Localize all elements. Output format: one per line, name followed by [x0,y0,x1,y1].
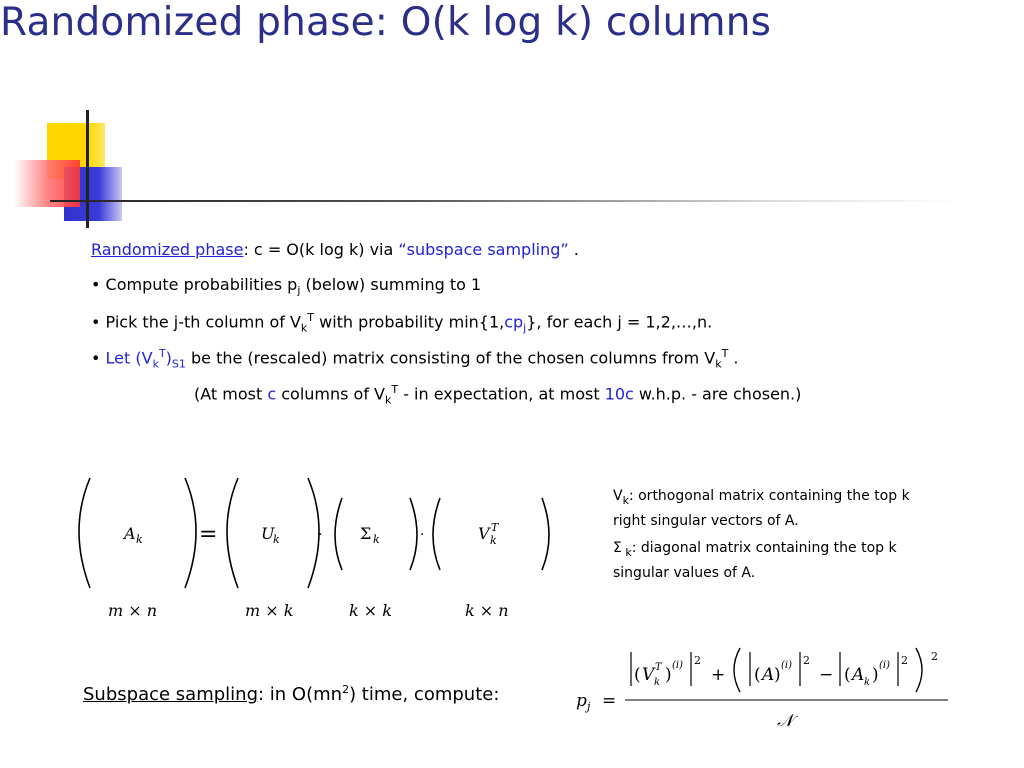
big-paren-left [734,648,740,692]
bullet3-cp: cp [504,312,524,332]
note-text-d: - in expectation, at most [398,384,605,404]
num-i-3: (i) [879,660,891,671]
bullet-pick-column [91,311,712,335]
intro-text: : c = O(k log k) via [243,240,399,259]
bullet3-sub: k [300,321,308,335]
formula-p: p [576,691,587,711]
bullet4-sup: T [158,347,166,360]
dim-sigma: k × k [349,601,392,620]
num-sq-3: 2 [901,654,908,667]
note-sub: k [385,393,392,407]
bullet-compute-probabilities [91,275,481,297]
svd-equation [60,470,570,630]
matrix-v-sub: k [490,534,497,547]
a-paren-open: ( [754,665,761,685]
deco-vertical-line [86,110,89,228]
matrix-v: V [478,524,490,543]
num-i-1: (i) [672,660,684,671]
dot-2: · [420,527,425,543]
bullet4-sub2: k [715,357,722,371]
expectation-note [194,383,801,407]
num-plus: + [711,665,726,685]
big-paren-right [916,648,922,692]
legend-v-symbol: V [613,488,623,504]
bullet4-close: ) [165,348,172,368]
a-paren-close: ) [774,665,781,685]
legend-sigma-text: : diagonal matrix containing the top k singular values of A. [613,540,897,581]
bullet-let-matrix [91,347,738,371]
ak-paren-close: ) [872,665,879,685]
paren-a-left [79,478,90,588]
subspace-sampling-line [83,683,499,705]
num-paren-open: ( [634,665,641,685]
bullet4-let: Let (V [105,348,153,368]
num-a: A [762,665,775,685]
num-v-sup: T [655,662,662,673]
num-ak-sub: k [864,677,871,688]
bullet4-text-b: be the (rescaled) matrix consisting of the chosen columns from V [185,348,716,368]
slide-title: Randomized phase: O(k log k) columns [0,0,772,45]
num-i-2: (i) [781,660,793,671]
num-sq-4: 2 [931,650,938,663]
note-text-e: w.h.p. - are chosen.) [633,384,802,404]
legend-v [613,486,943,531]
matrix-a-sub: k [136,533,143,546]
paren-a-right [185,478,196,588]
note-c: c [267,384,277,404]
num-paren-close: ) [665,665,672,685]
subspace-sampling-quote: “subspace sampling” [398,240,569,259]
formula-equals: = [602,691,617,711]
intro-line [91,240,579,259]
ak-paren-open: ( [844,665,851,685]
bullet3-text-a: • Pick the j-th column of V [91,312,301,332]
subspace-sup: 2 [342,683,350,696]
bullet2-sub: j [297,284,301,298]
legend-v-text: : orthogonal matrix containing the top k right singular vectors of A. [613,488,910,529]
subspace-sampling-link[interactable]: Subspace sampling [83,684,258,705]
dim-a: m × n [108,601,158,620]
note-text-a: (At most [194,384,268,404]
dim-u: m × k [245,601,294,620]
num-minus: − [819,665,834,685]
dot-1: · [318,527,323,543]
num-ak: A [852,665,865,685]
bullet4-s1: S1 [171,357,186,371]
bullet4-bullet: • [91,348,106,368]
bullet4-end: . [728,348,739,368]
bullet4-sub: k [152,357,159,371]
randomized-phase-link[interactable]: Randomized phase [91,240,244,259]
matrix-a: A [124,524,136,543]
note-10c: 10c [604,384,634,404]
legend-sigma-symbol: Σ [613,540,622,556]
legend-sigma-sub: k [621,545,632,559]
equals-sign: = [199,522,218,547]
bullet3-text-c: }, for each j = 1,2,…,n. [526,312,713,332]
bullet3-sup: T [307,311,315,324]
paren-s-right [410,498,417,570]
num-sq-1: 2 [694,654,701,667]
note-text-b: columns of V [276,384,385,404]
matrix-u: U [261,524,275,543]
bullet2-text-a: • Compute probabilities p [91,275,298,294]
matrix-sigma-sub: k [373,533,380,546]
probability-formula [570,640,955,740]
num-v: V [642,665,655,685]
matrix-u-sub: k [273,533,280,546]
deco-horizontal-line [50,200,960,202]
matrix-sigma: Σ [360,524,372,543]
bullet3-cp-sub: j [523,321,527,335]
bullet4-sup2: T [721,347,729,360]
paren-u-left [227,478,238,588]
paren-s-left [335,498,342,570]
note-sup: T [391,383,399,396]
dim-v: k × n [465,601,509,620]
legend-v-sub: k [622,493,629,507]
formula-p-sub: j [587,700,591,713]
bullet2-text-b: (below) summing to 1 [300,275,482,294]
intro-end: . [568,240,579,259]
bullet3-text-b: with probability min{1, [314,312,505,332]
legend-sigma [613,538,943,583]
denominator-n: 𝒩 [777,711,794,731]
paren-v-left [433,498,440,570]
subspace-end: ) time, compute: [349,684,500,705]
matrix-v-sup: T [491,521,499,534]
num-sq-2: 2 [803,654,810,667]
subspace-text: : in O(mn [258,684,343,705]
paren-v-right [542,498,549,570]
num-v-sub: k [654,677,661,688]
